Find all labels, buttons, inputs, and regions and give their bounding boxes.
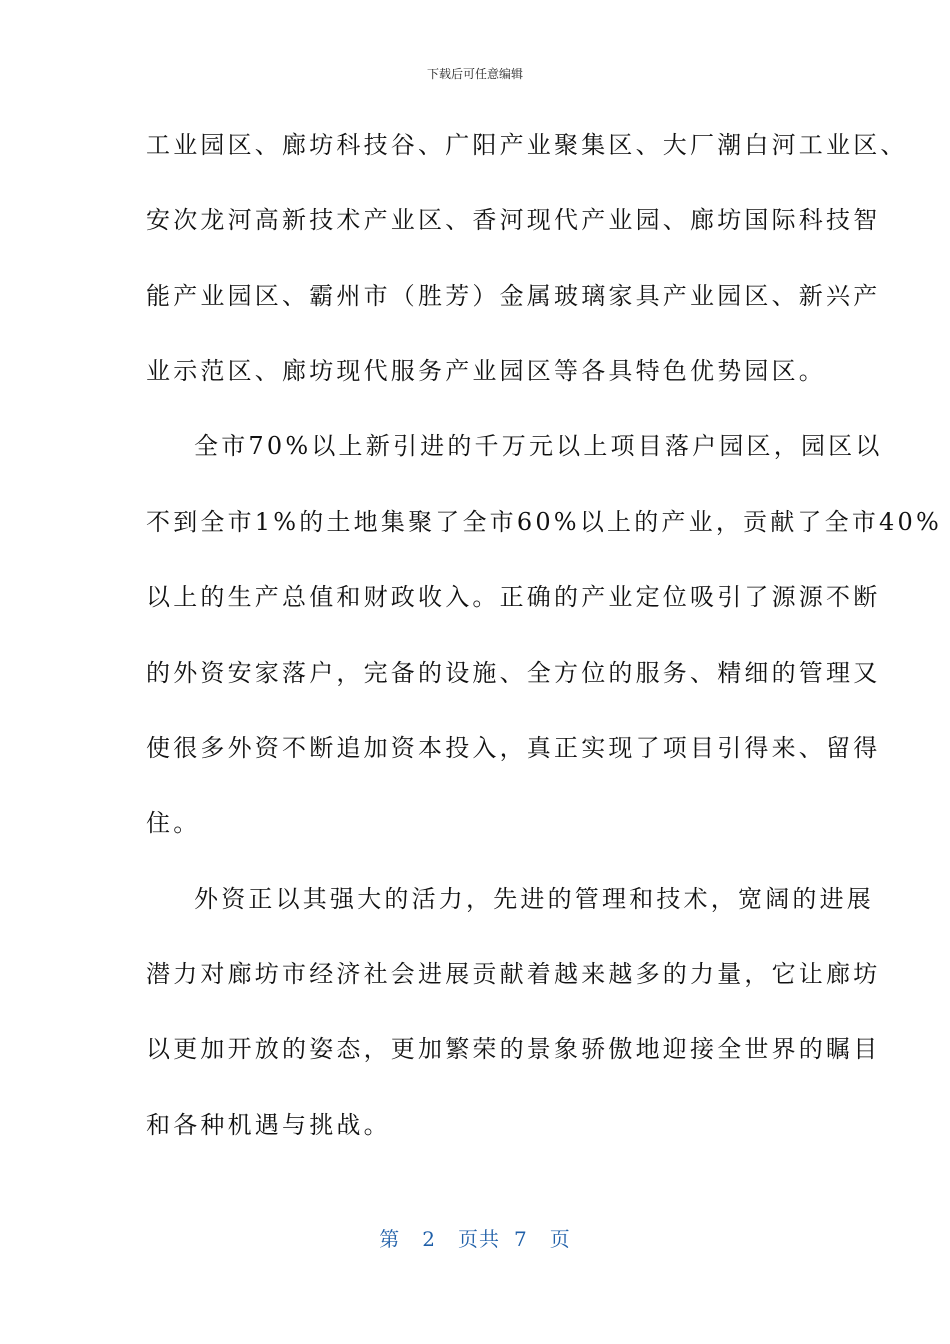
page-footer [0,1226,950,1252]
text-line: 工业园区、廊坊科技谷、广阳产业聚集区、大厂潮白河工业区、 [146,131,908,159]
text-line: 以更加开放的姿态，更加繁荣的景象骄傲地迎接全世界的瞩目 [146,1035,881,1063]
footer-middle: 页共 [458,1227,500,1251]
text-line: 能产业园区、霸州市（胜芳）金属玻璃家具产业园区、新兴产 [146,282,881,310]
text-line: 的外资安家落户，完备的设施、全方位的服务、精细的管理又 [146,659,881,687]
paragraph-first-line: 全市70%以上新引进的千万元以上项目落户园区，园区以 [194,432,883,460]
text-line: 安次龙河高新技术产业区、香河现代产业园、廊坊国际科技智 [146,206,881,234]
text-line: 业示范区、廊坊现代服务产业园区等各具特色优势园区。 [146,357,826,385]
footer-suffix: 页 [549,1227,571,1251]
text-line: 住。 [146,809,201,837]
text-line: 和各种机遇与挑战。 [146,1111,391,1139]
text-line: 以上的生产总值和财政收入。正确的产业定位吸引了源源不断 [146,583,881,611]
text-line: 不到全市1%的土地集聚了全市60%以上的产业，贡献了全市40% [146,508,942,536]
text-line: 潜力对廊坊市经济社会进展贡献着越来越多的力量，它让廊坊 [146,960,881,988]
text-line: 使很多外资不断追加资本投入，真正实现了项目引得来、留得 [146,734,881,762]
paragraph-first-line: 外资正以其强大的活力，先进的管理和技术，宽阔的进展 [194,885,874,913]
total-page-number: 7 [514,1227,528,1251]
current-page-number: 2 [422,1227,436,1251]
footer-prefix: 第 [379,1227,401,1251]
page-header: 下载后可任意编辑 [426,67,523,81]
